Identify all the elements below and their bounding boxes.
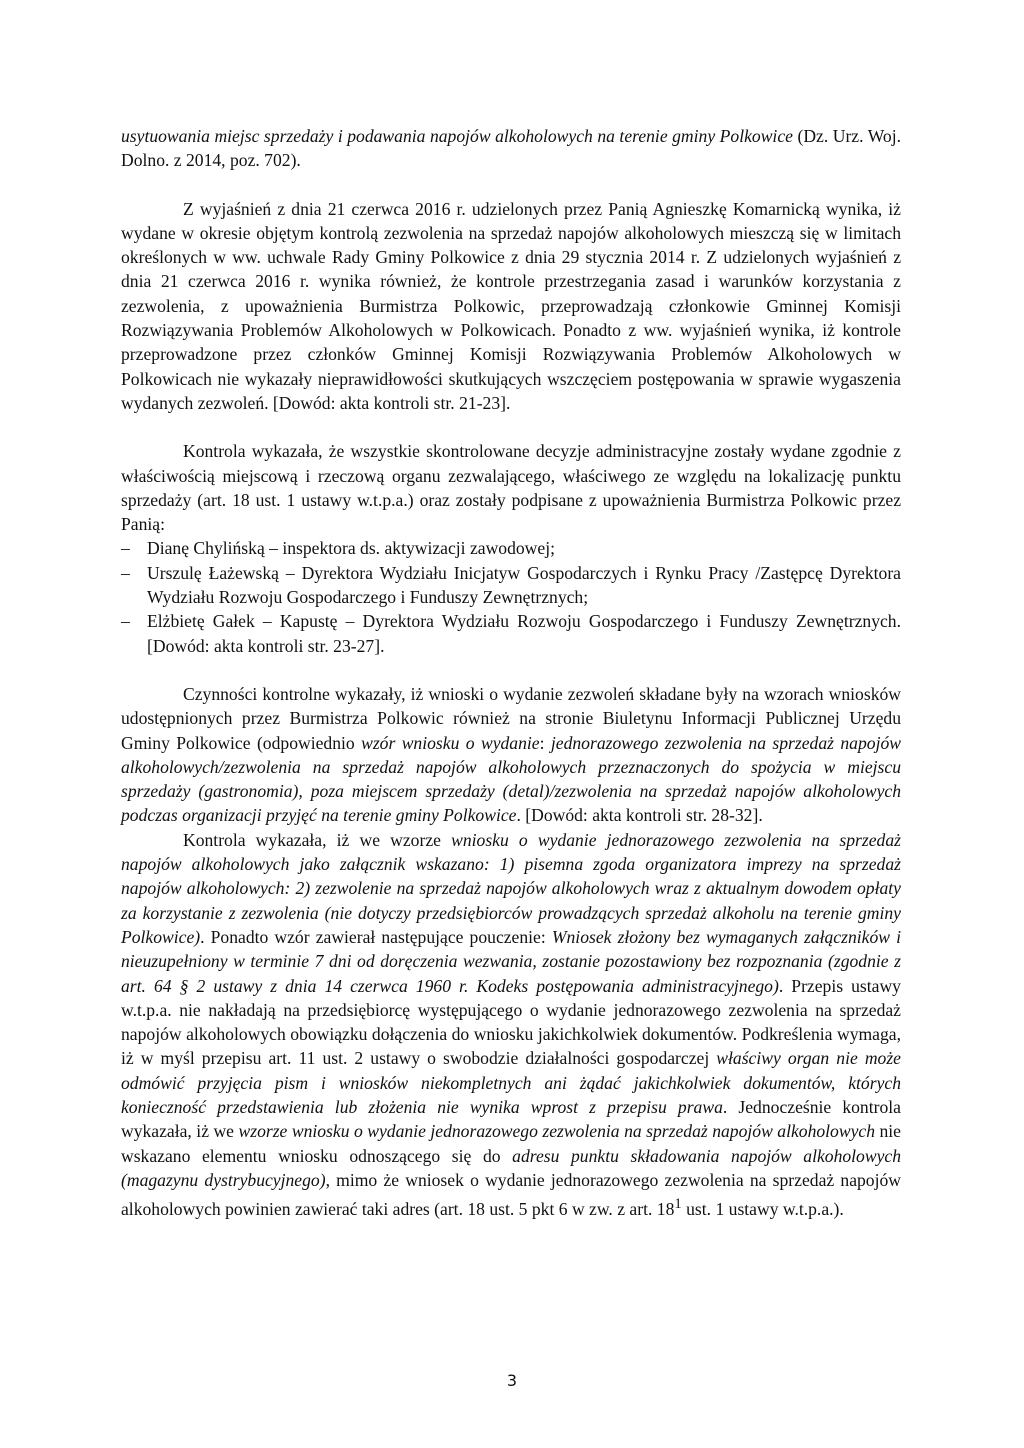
paragraph-forms: Czynności kontrolne wykazały, iż wnioski o wydanie zezwoleń składane były na wzorach wniosków udostępnionych przez Burmistrza Polkowic również na stronie Biuletynu Informacji Publicznej Urzędu Gminy Polkowice (odpowiednio wzór wniosku o wydanie: jednorazowego zezwolenia na sprzedaż napojów alkoholowych/zezwolenia na sprzedaż napojów alkoholowych przeznaczonych do spożycia w miejscu sprzedaży (gastronomia), poza miejscem sprzedaży (detal)/zezwolenia na sprzedaż napojów alkoholowych podczas organizacji przyjęć na terenie gminy Polkowice. [Dowód: akta kontroli str. 28-32]. [121, 683, 901, 826]
list-item: – Dianę Chylińską – inspektora ds. aktywizacji zawodowej; [121, 538, 555, 559]
paragraph-findings: Kontrola wykazała, iż we wzorze wniosku o wydanie jednorazowego zezwolenia na sprzedaż napojów alkoholowych jako załącznik wskazano: 1) pisemna zgoda organizatora imprezy na sprzedaż napojów alkoholowych: 2) zezwolenie na sprzedaż napojów alkoholowych wraz z aktualnym dowodem opłaty za korzystanie z zezwolenia (nie dotyczy przedsiębiorców prowadzących sprzedaż alkoholu na terenie gminy Polkowice). Ponadto wzór zawierał następujące pouczenie: Wniosek złożony bez wymaganych załączników i nieuzupełniony w terminie 7 dni od doręczenia wezwania, zostanie pozostawiony bez rozpoznania (zgodnie z art. 64 § 2 ustawy z dnia 14 czerwca 1960 r. Kodeks postępowania administracyjnego). Przepis ustawy w.t.p.a. nie nakładają na przedsiębiorcę występującego o wydanie jednorazowego zezwolenia na sprzedaż napojów alkoholowych obowiązku dołączenia do wniosku jakichkolwiek dokumentów. Podkreślenia wymaga, iż w myśl przepisu art. 11 ust. 2 ustawy o swobodzie działalności gospodarczej właściwy organ nie może odmówić przyjęcia pism i wniosków niekompletnych ani żądać jakichkolwiek dokumentów, których konieczność przedstawienia lub złożenia nie wynika wprost z przepisu prawa. Jednocześnie kontrola wykazała, iż we wzorze wniosku o wydanie jednorazowego zezwolenia na sprzedaż napojów alkoholowych nie wskazano elementu wniosku odnoszącego się do adresu punktu składowania napojów alkoholowych (magazynu dystrybucyjnego), mimo że wniosek o wydanie jednorazowego zezwolenia na sprzedaż napojów alkoholowych powinien zawierać taki adres (art. 18 ust. 5 pkt 6 w zw. z art. $18^1$ ust. 1 ustawy w.t.p.a.). [121, 829, 901, 1220]
list-item: – Elżbietę Gałek – Kapustę – Dyrektora Wydziału Rozwoju Gospodarczego i Funduszy Zewnętrznych. [Dowód: akta kontroli str. 23-27]. [121, 611, 901, 656]
paragraph-intro: usytuowania miejsc sprzedaży i podawania napojów alkoholowych na terenie gminy Polkowice (Dz. Urz. Woj. Dolno. z 2014, poz. 702). [121, 126, 901, 171]
document-body [121, 124, 901, 1221]
paragraph-decisions: Kontrola wykazała, że wszystkie skontrolowane decyzje administracyjne zostały wydane zgodnie z właściwością miejscową i rzeczową organu zezwalającego, właściwego ze względu na lokalizację punktu sprzedaży (art. 18 ust. 1 ustawy w.t.p.a.) oraz zostały podpisane z upoważnienia Burmistrza Polkowic przez Panią: [121, 441, 901, 535]
paragraph-explanations: Z wyjaśnień z dnia 21 czerwca 2016 r. udzielonych przez Panią Agnieszkę Komarnicką wynika, iż wydane w okresie objętym kontrolą zezwolenia na sprzedaż napojów alkoholowych mieszczą się w limitach określonych w ww. uchwale Rady Gminy Polkowice z dnia 29 stycznia 2014 r. Z udzielonych wyjaśnień z dnia 21 czerwca 2016 r. wynika również, że kontrole przestrzegania zasad i warunków korzystania z zezwolenia, z upoważnienia Burmistrza Polkowic, przeprowadzają członkowie Gminnej Komisji Rozwiązywania Problemów Alkoholowych w Polkowicach. Ponadto z ww. wyjaśnień wynika, iż kontrole przeprowadzone przez członków Gminnej Komisji Rozwiązywania Problemów Alkoholowych w Polkowicach nie wykazały nieprawidłowości skutkujących wszczęciem postępowania w sprawie wygaszenia wydanych zezwoleń. [Dowód: akta kontroli str. 21-23]. [121, 198, 901, 413]
page-number: 3 [506, 1371, 518, 1390]
signatories-list [121, 536, 901, 657]
list-item: – Urszulę Łażewską – Dyrektora Wydziału Inicjatyw Gospodarczych i Rynku Pracy /Zastępcę Dyrektora Wydziału Rozwoju Gospodarczego i Funduszy Zewnętrznych; [121, 562, 901, 608]
